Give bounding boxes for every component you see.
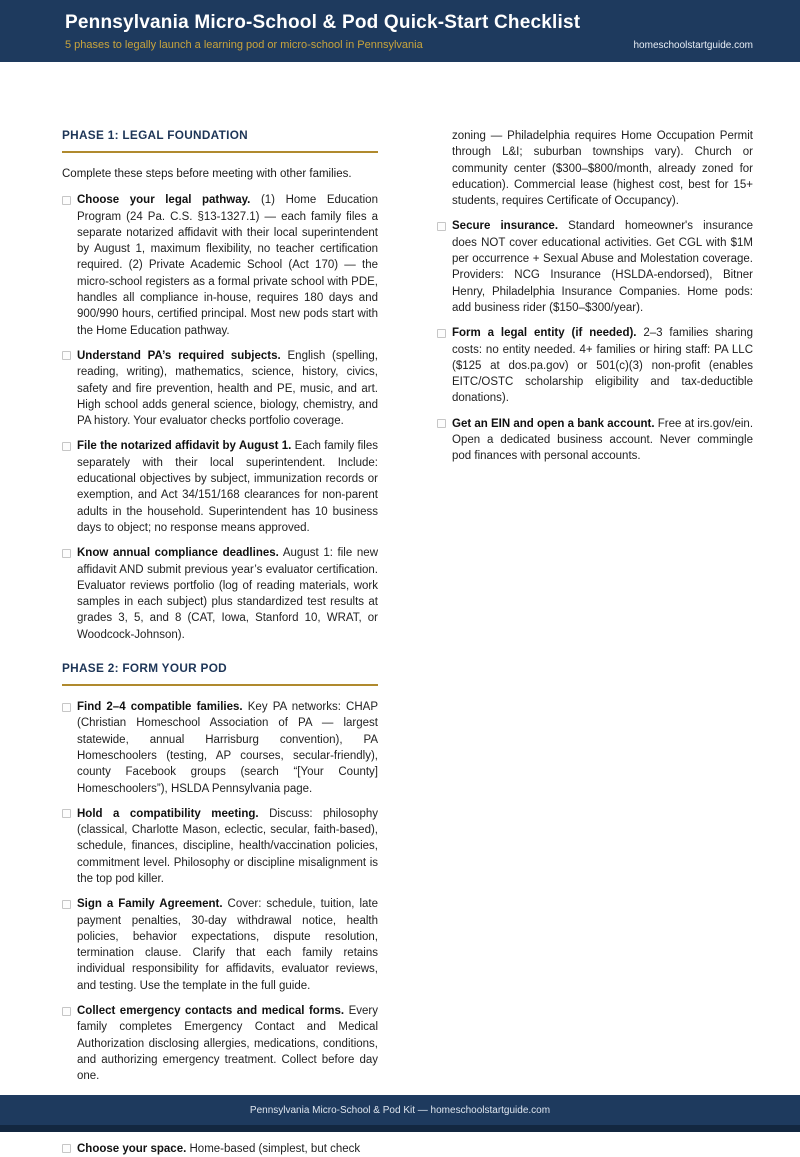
- checklist-item: [437, 325, 753, 406]
- item-title: Get an EIN and open a bank account.: [452, 417, 655, 430]
- item-body: Discuss: philosophy (classical, Charlotte Mason, eclectic, secular, faith-based), schedule, finances, discipline, health/vaccination policies, commitment level. Philosophy or discipline misalignment is the top pod killer.: [77, 807, 378, 885]
- checklist-item: [62, 806, 378, 887]
- item-body: Each family files separately with their local superintendent. Include: educational objectives by subject, immunization records or exemption, and Act 34/151/168 clearances for non-parent adults in the household. Superintendent has 10 business days to object; no response means approved.: [77, 440, 378, 534]
- checkbox-icon[interactable]: [62, 442, 71, 451]
- page-subtitle: 5 phases to legally launch a learning pod or micro-school in Pennsylvania: [65, 39, 423, 51]
- checkbox-icon[interactable]: [62, 196, 71, 205]
- checklist-item: [62, 192, 378, 339]
- checklist-item: [62, 699, 378, 797]
- phase-1-heading: PHASE 1: LEGAL FOUNDATION: [62, 128, 378, 153]
- checklist-item: [437, 416, 753, 465]
- page-title: Pennsylvania Micro-School & Pod Quick-Start Checklist: [65, 12, 581, 33]
- item-body: (1) Home Education Program (24 Pa. C.S. §13-1327.1) — each family files a separate notarized affidavit with their local superintendent by August 1, maximum flexibility, no teacher certification required. (2) Private Academic School (Act 170) — the micro-school registers as a formal private school with PDE, handles all compliance in-house, requires 180 days and 900/990 hours, certified principal. Most new pods start with the Home Education pathway.: [77, 194, 378, 337]
- checklist-item: [62, 438, 378, 536]
- phase-1-intro: Complete these steps before meeting with other families.: [62, 168, 352, 180]
- main-content: [0, 62, 800, 1157]
- header: [0, 0, 800, 62]
- item-title: Collect emergency contacts and medical forms.: [77, 1005, 345, 1018]
- checklist-item: [62, 1141, 378, 1157]
- item-title: Hold a compatibility meeting.: [77, 807, 259, 820]
- item-body: August 1: file new affidavit AND submit previous year’s evaluator certification. Evaluator reviews portfolio (log of reading materials, work samples in each subject) plus standardized test results at grades 3, 5, and 8 (CAT, Iowa, Stanford 10, WRAT, or Woodcock-Johnson).: [77, 547, 379, 641]
- item-title: Know annual compliance deadlines.: [77, 547, 279, 560]
- item-title: Choose your legal pathway.: [77, 194, 251, 207]
- left-column: [62, 128, 378, 1157]
- checklist-item: [62, 896, 378, 994]
- item-body-continuation: zoning — Philadelphia requires Home Occupation Permit through L&I; suburban townships vary). Church or community center ($300–$800/month, already zoned for education). Commercial lease (highest cost, best for 15+ students, requires Certificate of Occupancy).: [452, 130, 753, 208]
- item-body: Standard homeowner's insurance does NOT cover educational activities. Get CGL with $1M per occurrence + Sexual Abuse and Molestation coverage. Providers: NCG Insurance (HSLDA-endorsed), Bitner Henry, Philadelphia Insurance Companies. Home pods: add business rider ($150–$300/year).: [452, 220, 753, 314]
- checkbox-icon[interactable]: [62, 809, 71, 818]
- item-body: Home-based (simplest, but check: [189, 1142, 361, 1155]
- footer-accent-strip: [0, 1125, 800, 1132]
- checkbox-icon[interactable]: [62, 1144, 71, 1153]
- checkbox-icon[interactable]: [62, 351, 71, 360]
- footer: [0, 1095, 800, 1125]
- item-title: Sign a Family Agreement.: [77, 898, 223, 911]
- item-title: Form a legal entity (if needed).: [452, 327, 637, 340]
- item-body: Every family completes Emergency Contact and Medical Authorization disclosing allergies, medications, conditions, and authorizing emergency treatment. Collect before day one.: [77, 1005, 378, 1083]
- phase-2-heading: PHASE 2: FORM YOUR POD: [62, 661, 378, 686]
- checklist-item: [62, 348, 378, 429]
- item-body: English (spelling, reading, writing), mathematics, science, history, civics, safety and fire prevention, health and PE, music, and art. High school adds general science, biology, chemistry, and PA history. Your evaluator checks portfolio coverage.: [77, 349, 379, 428]
- footer-text: Pennsylvania Micro-School & Pod Kit — homeschoolstartguide.com: [249, 1104, 551, 1116]
- item-body: Key PA networks: CHAP (Christian Homeschool Association of PA — largest statewide, annual Harrisburg convention), PA Homeschoolers (testing, AP courses, secular-friendly), county Facebook groups (search “[Your County] Homeschoolers”), HSLDA Pennsylvania page.: [77, 701, 378, 795]
- item-title: Secure insurance.: [452, 220, 559, 233]
- checkbox-icon[interactable]: [62, 549, 71, 558]
- checkbox-icon[interactable]: [62, 900, 71, 909]
- checkbox-icon[interactable]: [437, 419, 446, 428]
- checkbox-icon[interactable]: [437, 329, 446, 338]
- item-title: Find 2–4 compatible families.: [77, 701, 243, 714]
- header-sub-row: [65, 39, 753, 51]
- checkbox-icon[interactable]: [62, 703, 71, 712]
- item-title: Choose your space.: [77, 1142, 187, 1155]
- item-title: File the notarized affidavit by August 1.: [77, 440, 292, 453]
- item-title: Understand PA’s required subjects.: [77, 349, 281, 362]
- phase-1-section: [62, 128, 378, 643]
- checkbox-icon[interactable]: [62, 1007, 71, 1016]
- item-body: Free at irs.gov/ein. Open a dedicated business account. Never commingle pod finances with personal accounts.: [452, 417, 754, 463]
- checklist-item: [437, 218, 753, 316]
- item-body: 2–3 families sharing costs: no entity needed. 4+ families or hiring staff: PA LLC ($125 at dos.pa.gov) or 501(c)(3) non-profit (enables EITC/OSTC scholarship eligibility and tax-deductible donations).: [452, 327, 753, 405]
- checklist-item: [62, 1003, 378, 1084]
- checklist-item: [62, 545, 378, 643]
- item-body: Cover: schedule, tuition, late payment penalties, 30-day withdrawal notice, health policies, behavior expectations, dispute resolution, termination clause. Clarify that each family retains individual responsibility for affidavits, evaluator reviews, and testing. Use the template in the full guide.: [77, 898, 379, 992]
- phase-2-section: [62, 661, 378, 1085]
- checkbox-icon[interactable]: [437, 222, 446, 231]
- site-url: homeschoolstartguide.com: [633, 40, 753, 51]
- right-column: [437, 128, 753, 1157]
